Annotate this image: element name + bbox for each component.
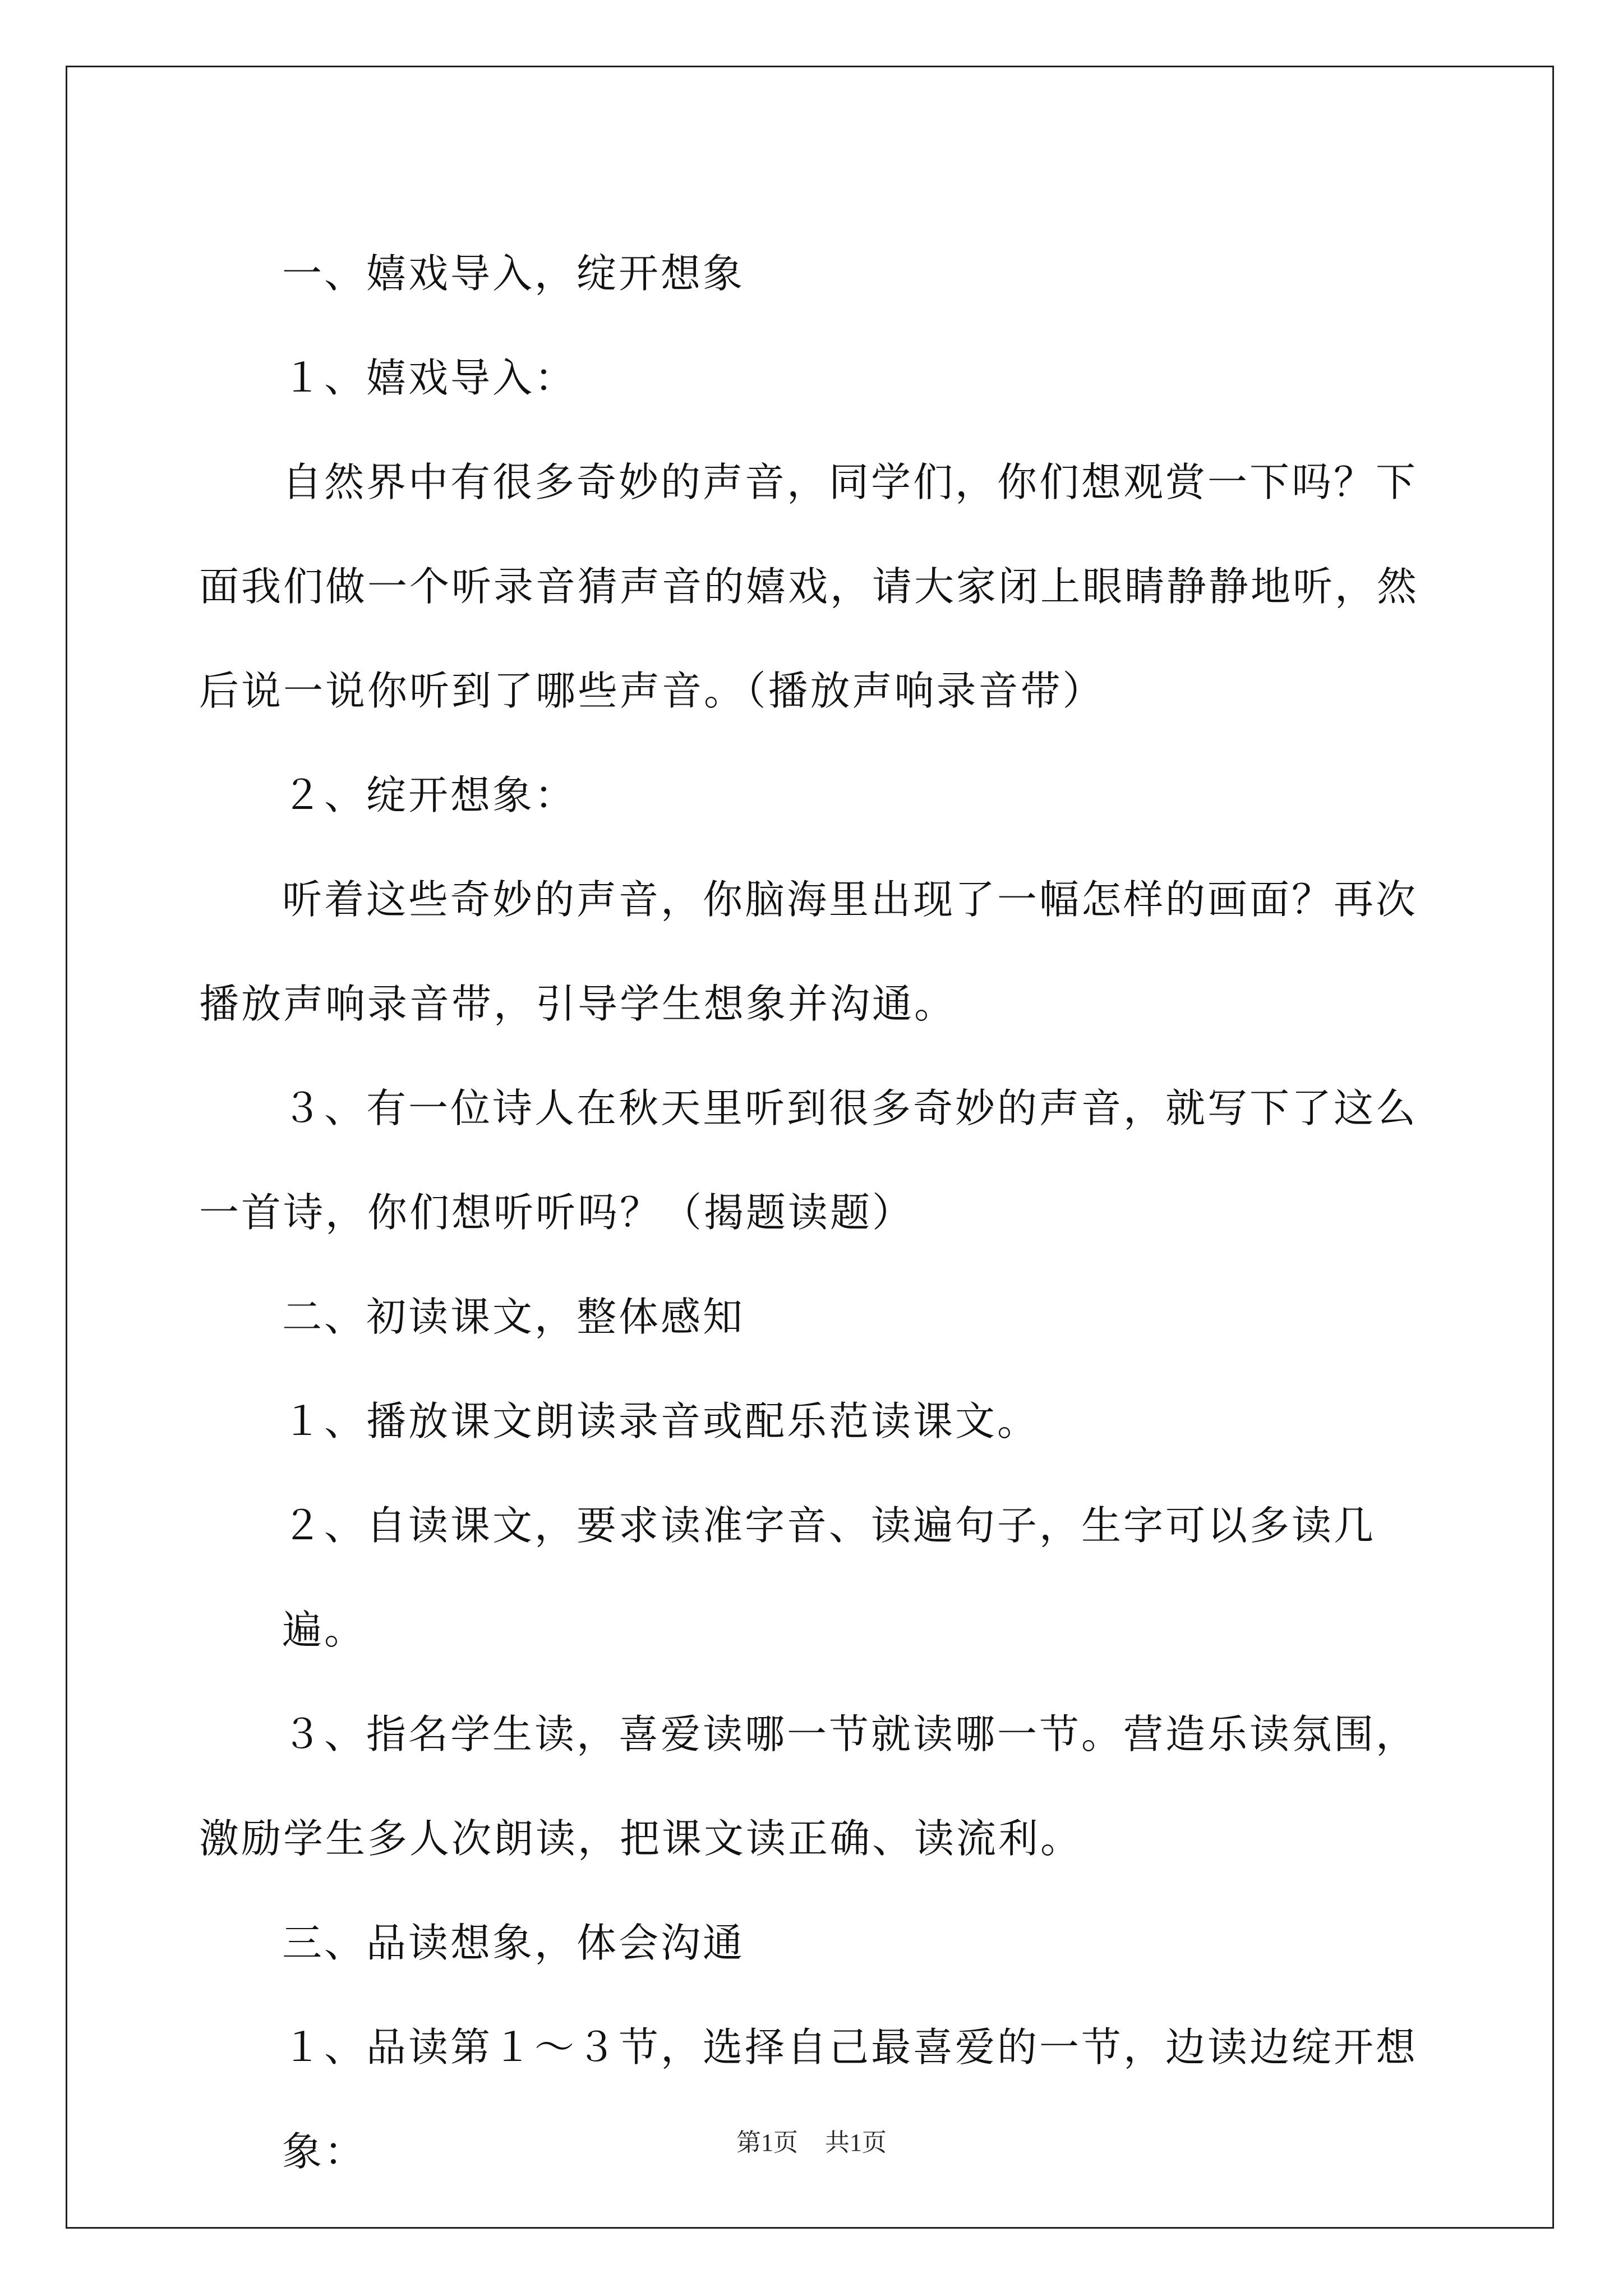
item-2-1: １、播放课文朗读录音或配乐范读课文。 — [282, 1398, 1040, 1444]
section-heading-3: 三、品读想象，体会沟通 — [282, 1920, 745, 1966]
paragraph-intro-sounds: 自然界中有很多奇妙的声音，同学们，你们想观赏一下吗？下面我们做一个听录音猜声音的嬉戏，请大家闭上眼睛静静地听，然后说一说你听到了哪些声音。（播放声响录音带） — [199, 459, 1419, 714]
item-1-2: ２、绽开想象： — [282, 772, 577, 818]
section-heading-1: 一、嬉戏导入，绽开想象 — [282, 250, 745, 297]
item-2-2: ２、自读课文，要求读准字音、读遍句子，生字可以多读几遍。 — [282, 1502, 1376, 1653]
item-2-3: ３、指名学生读，喜爱读哪一节就读哪一节。营造乐读氛围，激励学生多人次朗读，把课文读正确、读流利。 — [199, 1711, 1418, 1862]
item-1-3: ３、有一位诗人在秋天里听到很多奇妙的声音，就写下了这么一首诗，你们想听听吗？（揭题读题） — [199, 1085, 1418, 1236]
item-1-1: １、嬉戏导入： — [282, 355, 577, 401]
paragraph-imagine: 听着这些奇妙的声音，你脑海里出现了一幅怎样的画面？再次播放声响录音带，引导学生想象并沟通。 — [199, 876, 1418, 1027]
document-body — [199, 222, 1427, 2204]
page-total: 共1页 — [825, 2129, 887, 2156]
page-number: 第1页 — [736, 2129, 798, 2156]
page-footer — [0, 2122, 1623, 2158]
section-heading-2: 二、初读课文，整体感知 — [282, 1294, 745, 1340]
item-3-1: １、品读第１～３节，选择自己最喜爱的一节，边读边绽开想象： — [282, 2024, 1418, 2175]
